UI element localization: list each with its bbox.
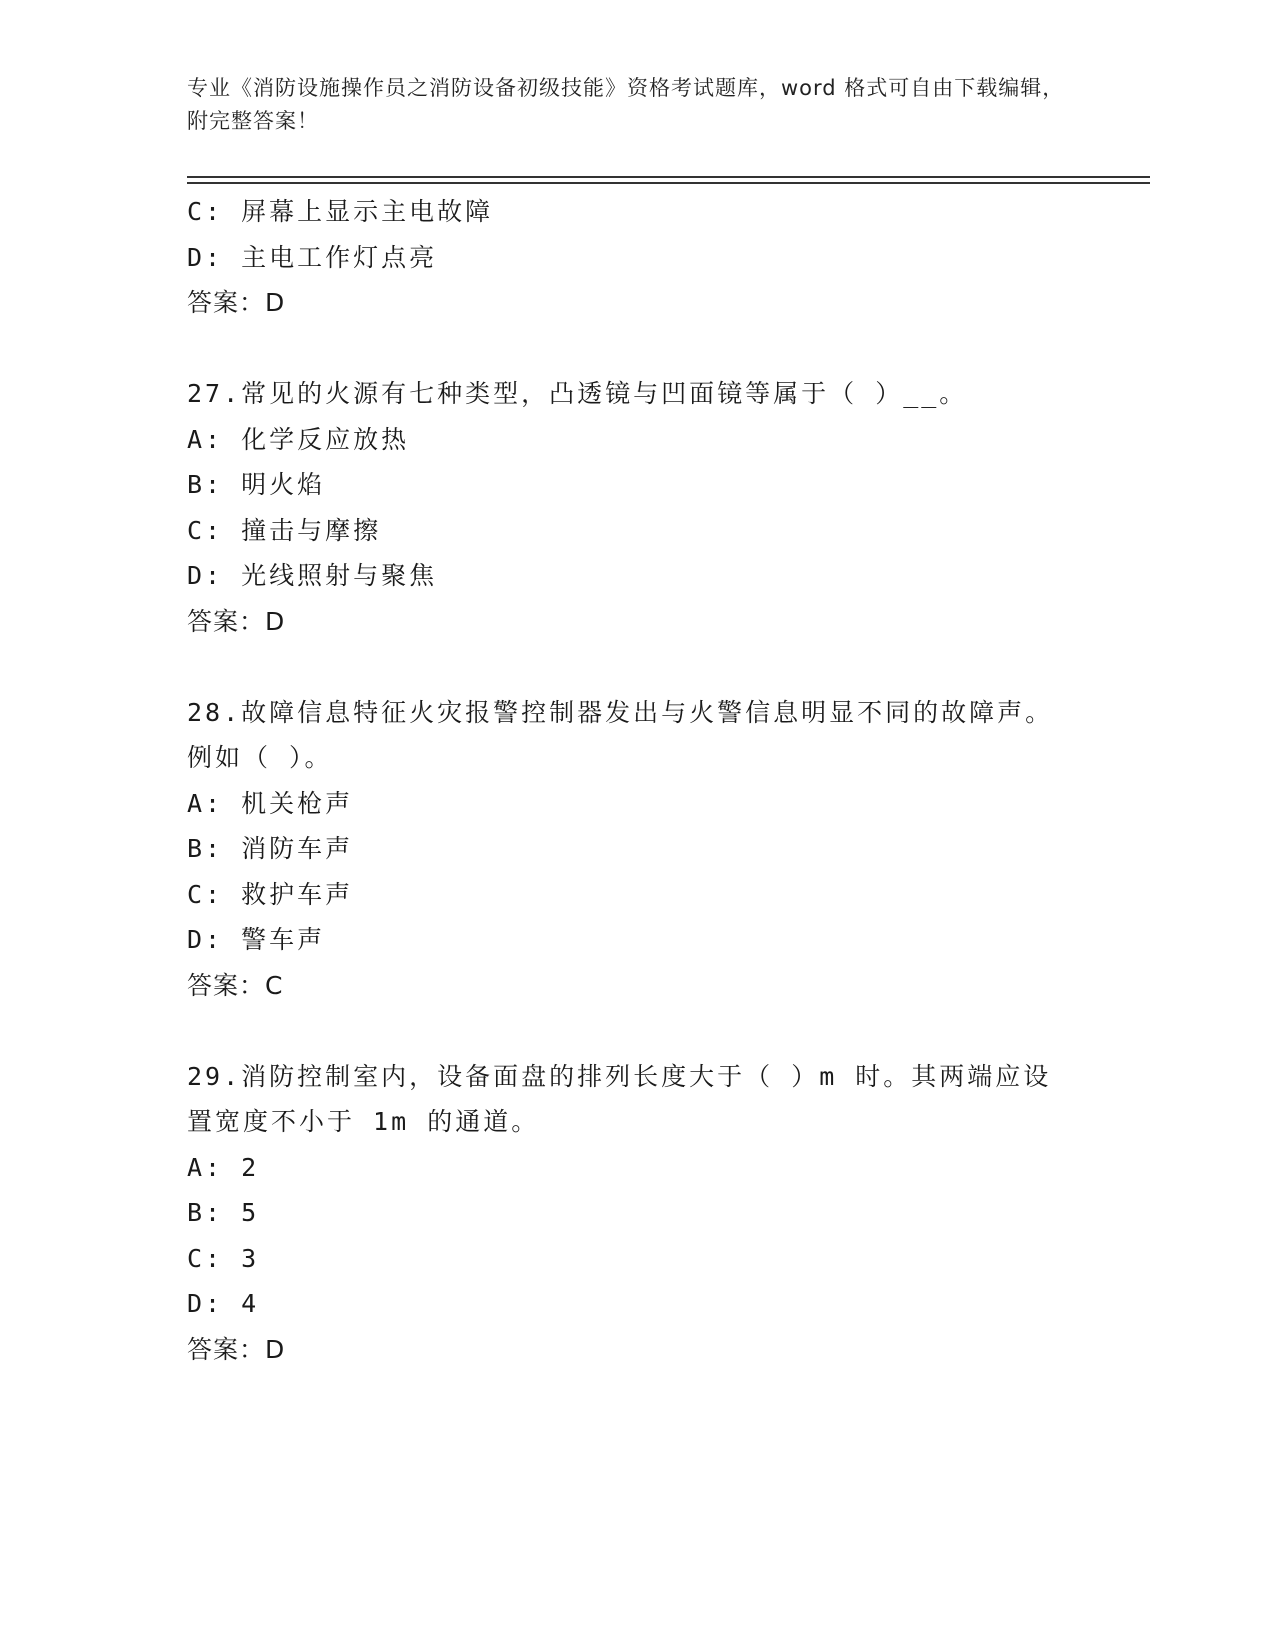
- option-d: [187, 917, 1087, 963]
- option-text: 消防车声: [241, 834, 354, 863]
- option-text: 光线照射与聚焦: [241, 561, 438, 590]
- option-letter: D:: [187, 1289, 224, 1318]
- question-text: 28.故障信息特征火灾报警控制器发出与火警信息明显不同的故障声。例如（ ）。: [187, 697, 1054, 772]
- option-text: 撞击与摩擦: [241, 515, 382, 545]
- option-a: [187, 417, 1087, 463]
- question-26-continued: [187, 189, 1087, 326]
- answer: 答案：C: [187, 970, 284, 1000]
- option-text: 5: [241, 1198, 260, 1227]
- question-29: [187, 1054, 1087, 1373]
- option-b: [187, 826, 1087, 872]
- option-text: 救护车声: [241, 879, 354, 909]
- option-text: 化学反应放热: [241, 424, 410, 454]
- option-text: 机关枪声: [241, 788, 354, 818]
- option-c: [187, 508, 1087, 554]
- answer: 答案：D: [187, 1334, 286, 1364]
- option-a: [187, 1145, 1087, 1191]
- header-rule-top: [187, 176, 1150, 178]
- spacer: [187, 326, 1087, 372]
- option-b: [187, 462, 1087, 508]
- spacer: [187, 644, 1087, 690]
- question-28: [187, 690, 1087, 1009]
- option-text: 明火焰: [241, 470, 326, 499]
- option-d: [187, 235, 1087, 281]
- option-letter: A:: [187, 1152, 224, 1182]
- option-letter: D:: [187, 561, 224, 590]
- option-d: [187, 1281, 1087, 1327]
- option-d: [187, 553, 1087, 599]
- option-letter: B:: [187, 1198, 224, 1227]
- answer: 答案：D: [187, 288, 286, 317]
- option-letter: C:: [187, 515, 224, 545]
- option-text: 主电工作灯点亮: [241, 242, 438, 272]
- spacer: [187, 1008, 1087, 1054]
- option-text: 2: [241, 1152, 260, 1182]
- option-letter: D:: [187, 925, 224, 954]
- option-c: [187, 872, 1087, 918]
- option-b: [187, 1190, 1087, 1236]
- option-letter: A:: [187, 424, 224, 454]
- option-c: [187, 1236, 1087, 1282]
- option-c: [187, 189, 1087, 235]
- document-header: 专业《消防设施操作员之消防设备初级技能》资格考试题库，word 格式可自由下载编辑，附完整答案！: [187, 76, 1065, 133]
- option-letter: C:: [187, 197, 224, 226]
- question-text: 29.消防控制室内，设备面盘的排列长度大于（ ）m 时。其两端应设置宽度不小于 1m 的通道。: [187, 1061, 1052, 1136]
- option-text: 4: [241, 1289, 260, 1318]
- option-letter: A:: [187, 788, 224, 818]
- answer: 答案：D: [187, 606, 286, 636]
- question-text: 27.常见的火源有七种类型，凸透镜与凹面镜等属于（ ）__。: [187, 379, 968, 408]
- question-list: [187, 189, 1087, 1372]
- option-letter: D:: [187, 242, 224, 272]
- option-letter: C:: [187, 1243, 224, 1273]
- option-text: 屏幕上显示主电故障: [241, 197, 494, 226]
- option-letter: C:: [187, 879, 224, 909]
- option-a: [187, 781, 1087, 827]
- option-text: 3: [241, 1243, 260, 1273]
- option-letter: B:: [187, 834, 224, 863]
- header-rule-bottom: [187, 182, 1150, 184]
- option-letter: B:: [187, 470, 224, 499]
- option-text: 警车声: [241, 925, 326, 954]
- question-27: [187, 371, 1087, 644]
